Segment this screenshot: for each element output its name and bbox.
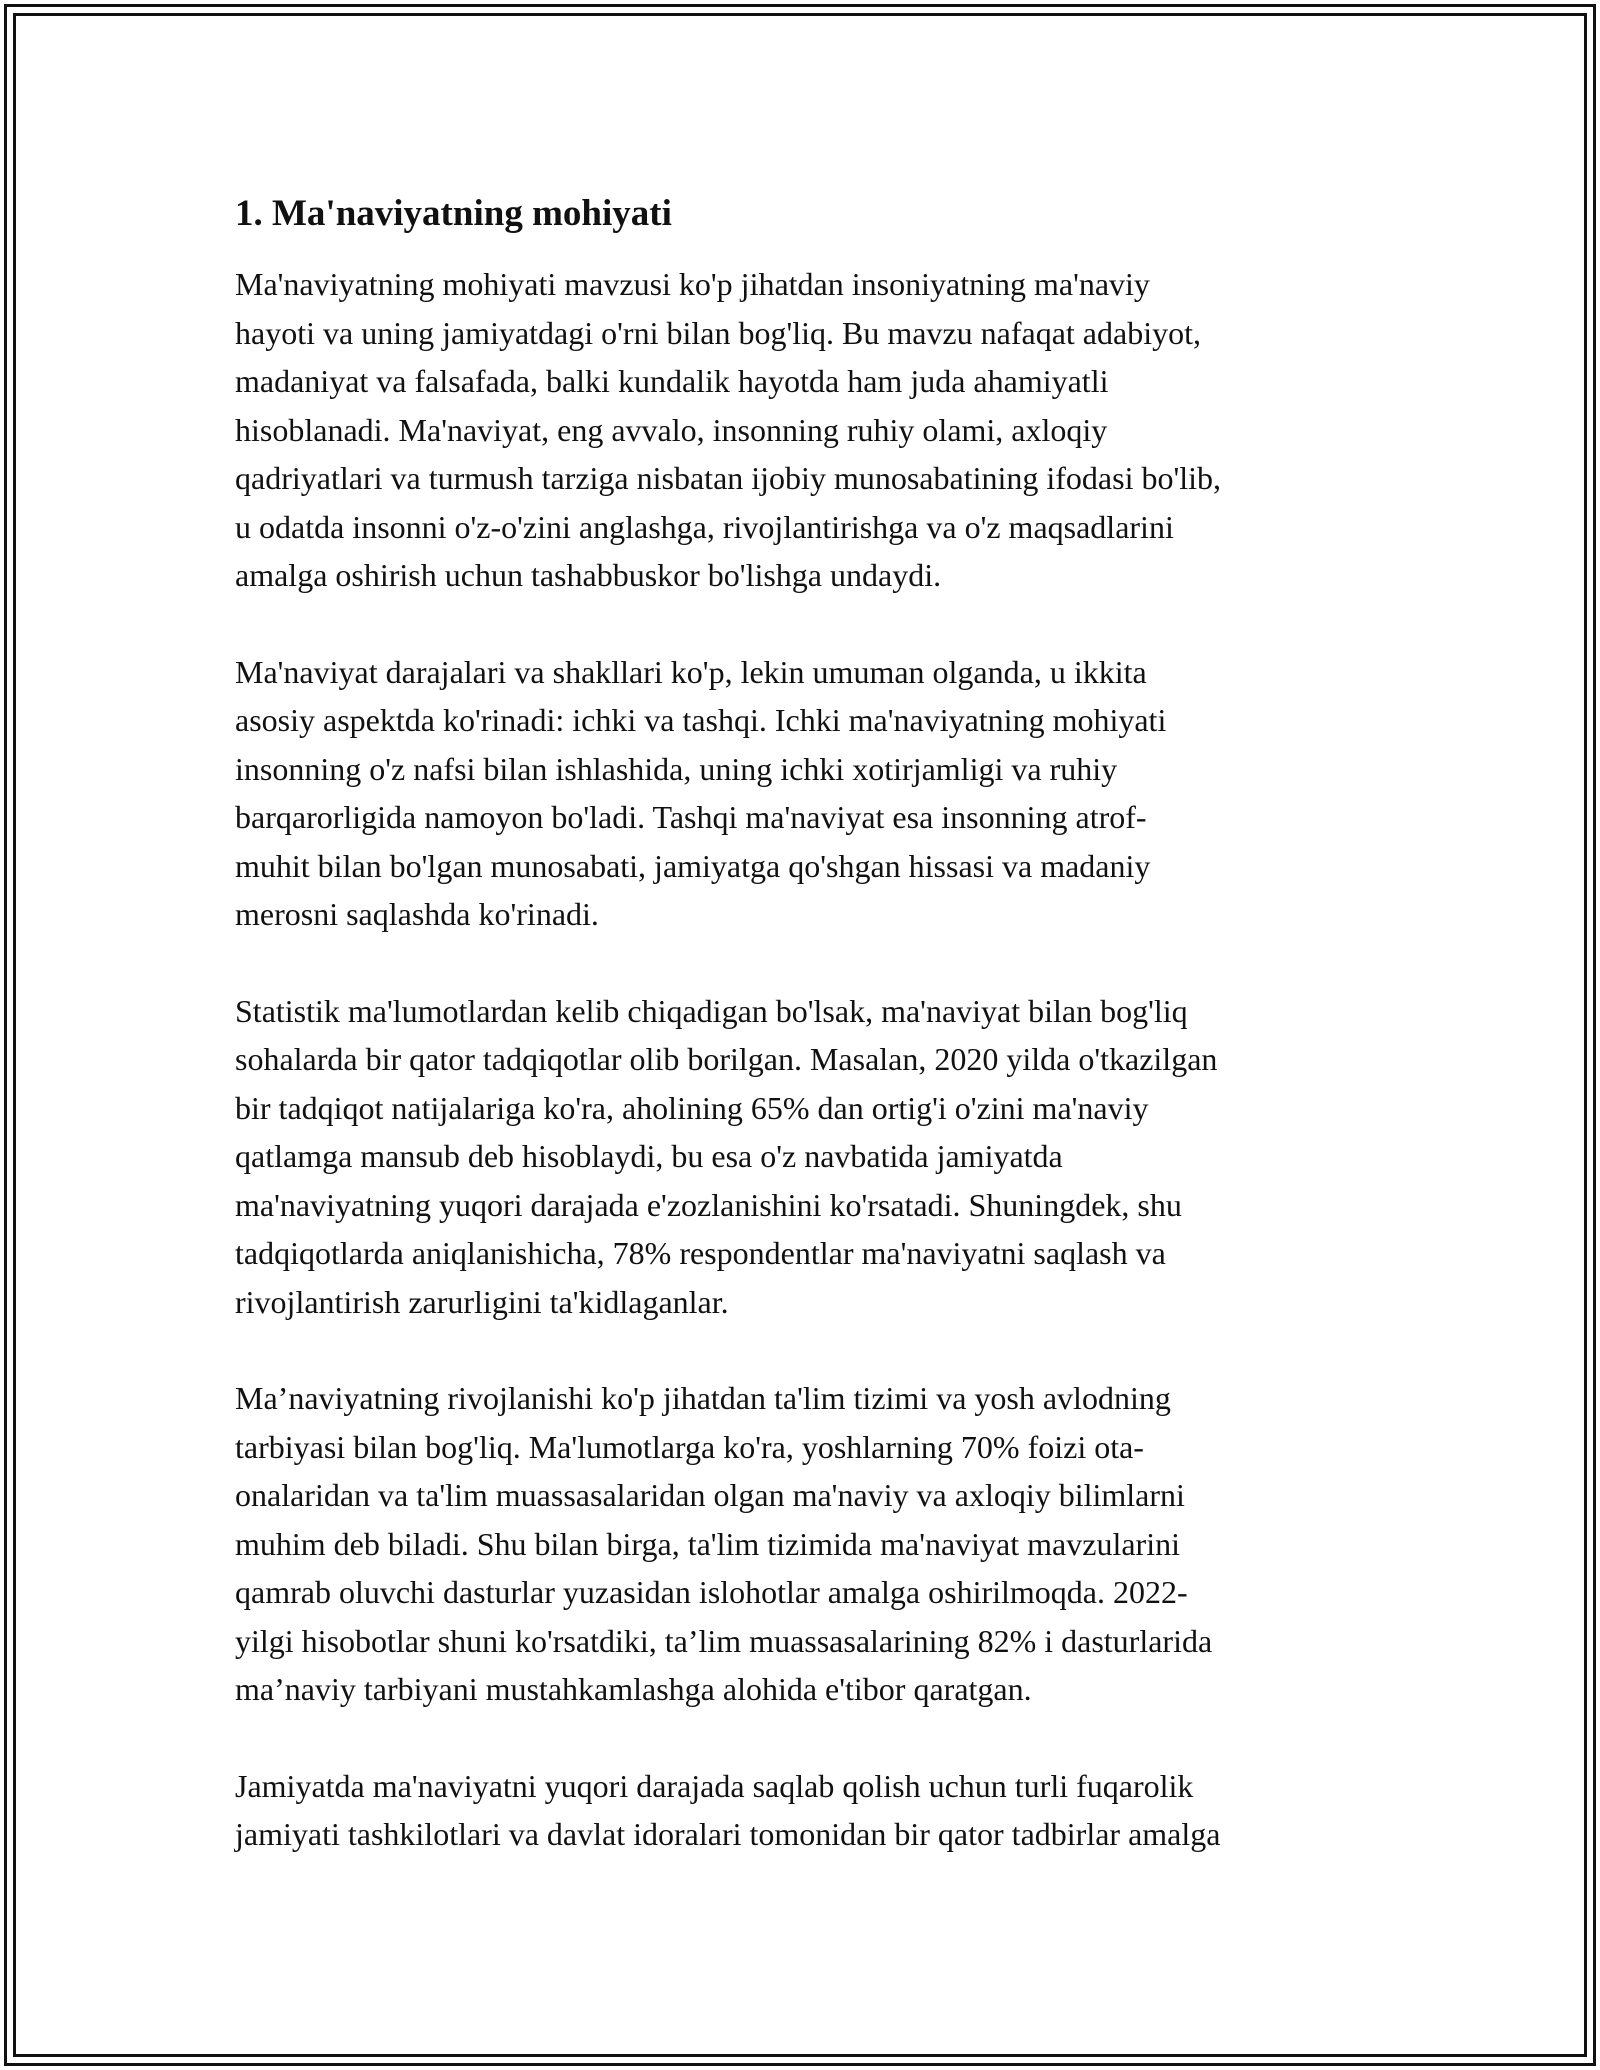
- section-heading: 1. Ma'naviyatning mohiyati: [235, 193, 672, 234]
- text-line: Ma'naviyatning mohiyati mavzusi ko'p jihatdan insoniyatning ma'naviy: [235, 266, 1150, 302]
- text-line: ma’naviy tarbiyani mustahkamlashga alohida e'tibor qaratgan.: [235, 1671, 1032, 1707]
- text-line: insonning o'z nafsi bilan ishlashida, uning ichki xotirjamligi va ruhiy: [235, 750, 1118, 787]
- text-line: sohalarda bir qator tadqiqotlar olib borilgan. Masalan, 2020 yilda o'tkazilgan: [235, 1041, 1218, 1077]
- text-line: Statistik ma'lumotlardan kelib chiqadigan bo'lsak, ma'naviyat bilan bog'liq: [235, 992, 1188, 1029]
- paragraph-3: [235, 987, 1385, 1327]
- paragraph-1: [235, 260, 1385, 600]
- text-line: Jamiyatda ma'naviyatni yuqori darajada saqlab qolish uchun turli fuqarolik: [235, 1767, 1194, 1804]
- text-line: yilgi hisobotlar shuni ko'rsatdiki, ta’lim muassasalarining 82% i dasturlarida: [235, 1622, 1213, 1659]
- text-line: u odatda insonni o'z-o'zini anglashga, rivojlantirishga va o'z maqsadlarini: [235, 508, 1174, 545]
- text-line: hayoti va uning jamiyatdagi o'rni bilan bog'liq. Bu mavzu nafaqat adabiyot,: [235, 314, 1201, 351]
- text-line: tadqiqotlarda aniqlanishicha, 78% respondentlar ma'naviyatni saqlash va: [235, 1235, 1166, 1271]
- document-page: [235, 186, 1385, 1907]
- text-line: madaniyat va falsafada, balki kundalik hayotda ham juda ahamiyatli: [235, 363, 1109, 399]
- text-line: qamrab oluvchi dasturlar yuzasidan islohotlar amalga oshirilmoqda. 2022-: [235, 1574, 1188, 1610]
- text-line: Ma’naviyatning rivojlanishi ko'p jihatdan ta'lim tizimi va yosh avlodning: [235, 1380, 1171, 1416]
- text-line: rivojlantirish zarurligini ta'kidlaganlar.: [235, 1283, 729, 1320]
- text-line: Ma'naviyat darajalari va shakllari ko'p, lekin umuman olganda, u ikkita: [235, 653, 1147, 690]
- text-line: qatlamga mansub deb hisoblaydi, bu esa o'z navbatida jamiyatda: [235, 1138, 1063, 1174]
- paragraph-5: [235, 1762, 1385, 1859]
- text-line: onalaridan va ta'lim muassasalaridan olgan ma'naviy va axloqiy bilimlarni: [235, 1477, 1185, 1513]
- text-line: barqarorligida namoyon bo'ladi. Tashqi ma'naviyat esa insonning atrof-: [235, 799, 1147, 835]
- text-line: bir tadqiqot natijalariga ko'ra, aholining 65% dan ortig'i o'zini ma'naviy: [235, 1089, 1149, 1126]
- text-line: qadriyatlari va turmush tarziga nisbatan ijobiy munosabatining ifodasi bo'lib,: [235, 460, 1221, 496]
- text-line: merosni saqlashda ko'rinadi.: [235, 896, 599, 932]
- text-line: tarbiyasi bilan bog'liq. Ma'lumotlarga ko'ra, yoshlarning 70% foizi ota-: [235, 1428, 1144, 1465]
- text-line: muhit bilan bo'lgan munosabati, jamiyatga qo'shgan hissasi va madaniy: [235, 847, 1151, 884]
- paragraph-2: [235, 648, 1385, 939]
- text-line: hisoblanadi. Ma'naviyat, eng avvalo, insonning ruhiy olami, axloqiy: [235, 411, 1108, 448]
- paragraph-4: [235, 1374, 1385, 1714]
- text-line: amalga oshirish uchun tashabbuskor bo'lishga undaydi.: [235, 557, 942, 593]
- text-line: asosiy aspektda ko'rinadi: ichki va tashqi. Ichki ma'naviyatning mohiyati: [235, 702, 1167, 738]
- text-line: jamiyati tashkilotlari va davlat idoralari tomonidan bir qator tadbirlar amalga: [235, 1816, 1221, 1852]
- text-line: muhim deb biladi. Shu bilan birga, ta'lim tizimida ma'naviyat mavzularini: [235, 1525, 1180, 1562]
- text-line: ma'naviyatning yuqori darajada e'zozlanishini ko'rsatadi. Shuningdek, shu: [235, 1186, 1182, 1223]
